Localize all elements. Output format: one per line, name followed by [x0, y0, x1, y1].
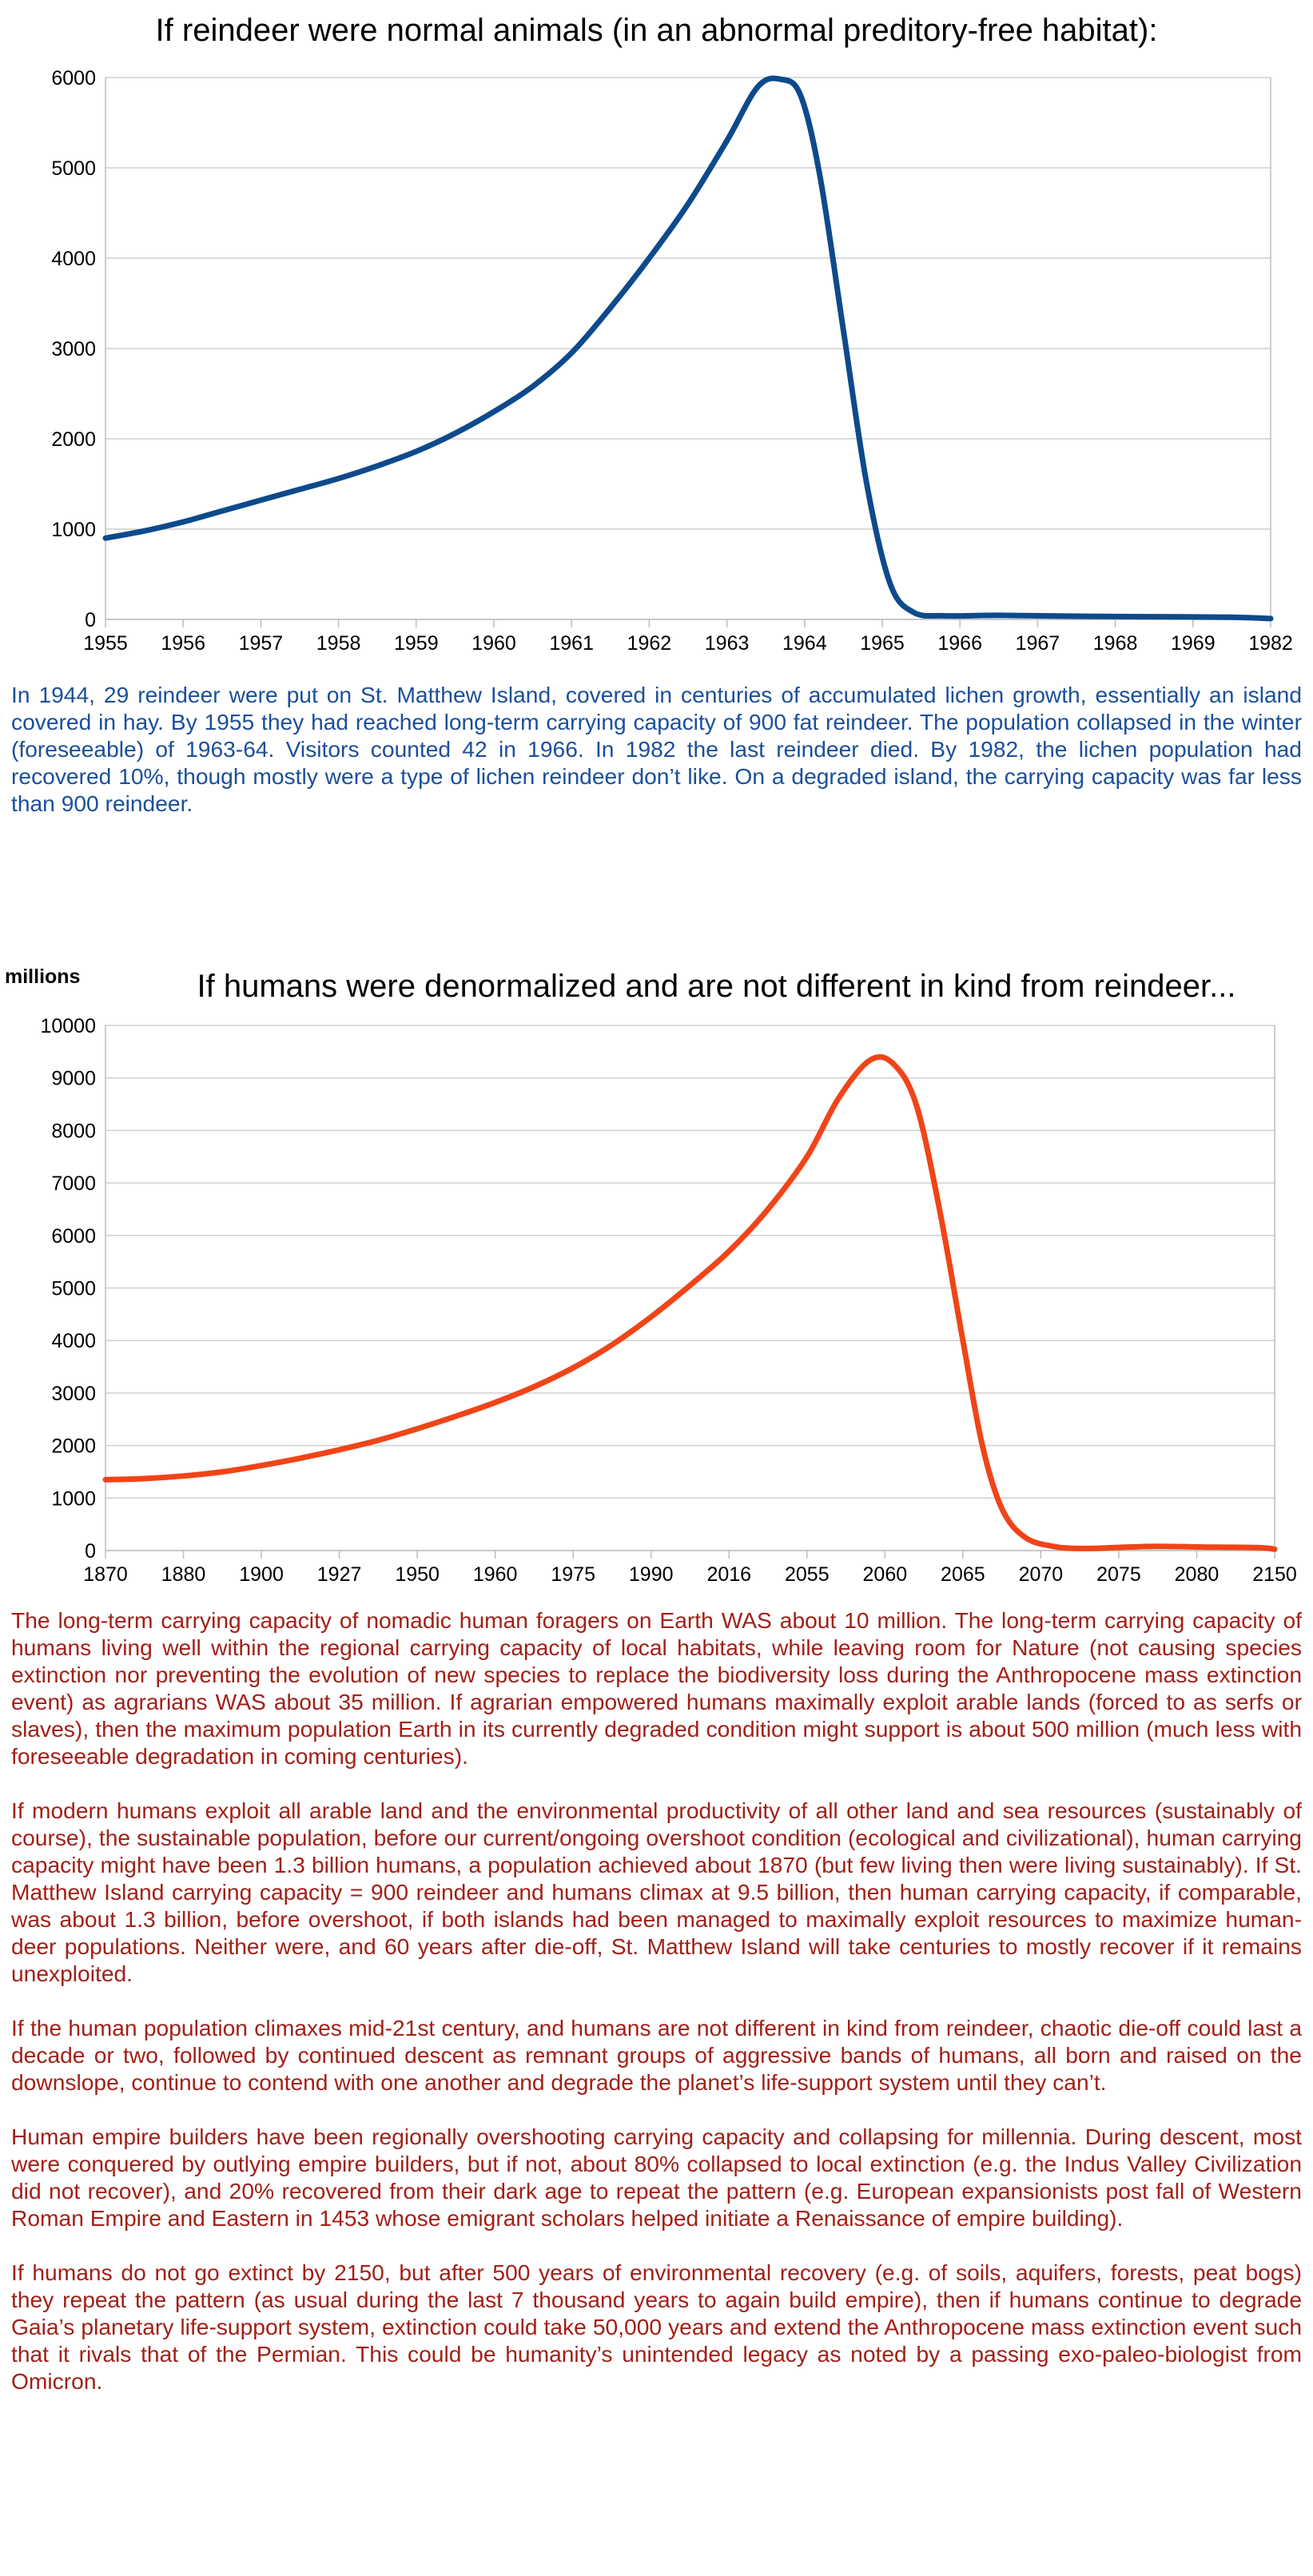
chart1-x-tick-label: 1967	[1015, 632, 1060, 655]
chart1-x-tick-label: 1964	[782, 632, 827, 655]
chart2-y-tick-label: 1000	[51, 1487, 96, 1511]
chart1-x-tick-label: 1958	[316, 632, 361, 655]
chart2-x-tick-label: 1870	[83, 1563, 128, 1586]
chart2-x-tick-label: 2070	[1018, 1563, 1064, 1586]
chart1-title: If reindeer were normal animals (in an abnormal preditory-free habitat):	[155, 13, 1158, 48]
chart1-x-tick-label: 1957	[238, 632, 284, 655]
chart2-y-tick-label: 3000	[51, 1382, 96, 1405]
chart1-x-tick-label: 1959	[393, 632, 439, 655]
chart2-y-tick-label: 9000	[51, 1067, 96, 1090]
chart1-reindeer-population	[0, 48, 1313, 671]
chart2-x-tick-label: 1880	[161, 1563, 206, 1586]
commentary-paragraph-3: If the human population climaxes mid-21st century, and humans are not different in kind from reindeer, chaotic die-off could last a decade or two, followed by continued descent as remnant groups of aggressive bands of humans, all born and raised on the downslope, continue to contend with one another and degrade the planet’s life-support system until they can’t.	[11, 2015, 1302, 2095]
chart1-y-tick-label: 3000	[51, 338, 96, 360]
chart1-x-tick-label: 1966	[937, 632, 983, 655]
commentary-paragraph-5: If humans do not go extinct by 2150, but after 500 years of environmental recovery (e.g. of soils, aquifers, forests, peat bogs) they repeat the pattern (as usual during the last 7 thousand years to again build empire), then if humans continue to degrade Gaia’s planetary life-support system, extinction could take 50,000 years and extend the Anthropocene mass extinction event such that it rivals that of the Permian. This could be humanity’s unintended legacy as noted by a passing exo-paleo-biologist from Omicron.	[11, 2259, 1302, 2394]
chart2-x-tick-label: 2016	[706, 1563, 752, 1586]
commentary-paragraph-2: If modern humans exploit all arable land and the environmental productivity of all other land and sea resources (sustainably of course), the sustainable population, before our current/ongoing overshoot condition (ecological and civilizational), human carrying capacity might have been 1.3 billion humans, a population achieved about 1870 (but few living then were living sustainably). If St. Matthew Island carrying capacity = 900 reindeer and humans climax at 9.5 billion, then human carrying capacity, if comparable, was about 1.3 billion, before overshoot, if both islands had been managed to maximally exploit resources to maximize human-deer populations. Neither were, and 60 years after die-off, St. Matthew Island will take centuries to mostly recover if it remains unexploited.	[11, 1798, 1302, 1986]
chart2-y-tick-label: 0	[85, 1540, 96, 1563]
chart1-y-tick-label: 4000	[51, 248, 96, 270]
chart1-x-tick-label: 1965	[860, 632, 905, 655]
chart1-x-tick-label: 1961	[549, 632, 595, 655]
chart1-x-tick-label: 1969	[1170, 632, 1216, 655]
chart1-x-tick-label: 1955	[83, 632, 128, 655]
commentary-paragraph-1: The long-term carrying capacity of nomadic human foragers on Earth WAS about 10 million. The long-term carrying capacity of humans living well within the regional carrying capacity of local habitats, while leaving room for Nature (not causing species extinction nor preventing the evolution of new species to replace the biodiversity loss during the Anthropocene mass extinction event) as agrarians WAS about 35 million. If agrarian empowered humans maximally exploit arable lands (forced to as serfs or slaves), then the maximum population Earth in its currently degraded condition might support is about 500 million (much less with foreseeable degradation in coming centuries).	[11, 1607, 1302, 1769]
chart1-x-tick-label: 1968	[1092, 632, 1138, 655]
chart2-x-tick-label: 1927	[316, 1563, 362, 1586]
chart1-x-tick-label: 1960	[471, 632, 516, 655]
chart1-x-tick-label: 1962	[627, 632, 672, 655]
chart2-x-tick-label: 1950	[395, 1563, 440, 1586]
chart1-y-tick-label: 2000	[51, 428, 96, 451]
chart2-x-tick-label: 2055	[784, 1563, 830, 1586]
chart1-gridlines	[105, 78, 1271, 619]
chart2-x-tick-label: 1960	[472, 1563, 518, 1586]
chart2-x-tick-label: 1975	[551, 1563, 596, 1586]
chart2-x-tick-label: 2060	[862, 1563, 908, 1586]
human-commentary	[11, 1607, 1302, 2422]
chart2-y-tick-label: 7000	[51, 1173, 96, 1196]
chart2-x-tick-label: 1900	[239, 1563, 284, 1586]
chart2-x-tick-label: 2150	[1252, 1563, 1297, 1586]
chart2-human-population	[0, 999, 1313, 1607]
chart2-title: If humans were denormalized and are not different in kind from reindeer...	[197, 969, 1236, 1004]
chart2-y-tick-label: 5000	[51, 1277, 96, 1300]
chart2-y-tick-label: 2000	[51, 1435, 96, 1458]
chart2-y-axis-label: millions	[5, 966, 81, 988]
chart2-y-tick-label: 6000	[51, 1224, 96, 1248]
chart2-x-tick-label: 2080	[1174, 1563, 1219, 1586]
chart2-x-tick-label: 1990	[628, 1563, 674, 1586]
chart2-x-tick-label: 2065	[941, 1563, 985, 1586]
chart1-y-tick-label: 5000	[51, 157, 96, 180]
chart1-x-tick-label: 1982	[1248, 632, 1293, 655]
chart1-x-tick-label: 1956	[161, 632, 206, 655]
chart1-y-tick-label: 1000	[51, 519, 96, 541]
chart2-y-tick-label: 4000	[51, 1330, 96, 1353]
chart1-x-tick-label: 1963	[704, 632, 750, 655]
chart1-y-tick-label: 0	[85, 609, 96, 631]
chart2-x-tick-label: 2075	[1096, 1563, 1141, 1586]
chart2-y-tick-label: 8000	[51, 1120, 96, 1143]
chart2-y-tick-label: 10000	[40, 1015, 96, 1037]
commentary-paragraph-4: Human empire builders have been regionally overshooting carrying capacity and collapsing for millennia. During descent, most were conquered by outlying empire builders, but if not, about 80% collapsed to local extinction (e.g. the Indus Valley Civilization did not recover), and 20% recovered from their dark age to repeat the pattern (e.g. European expansionists post fall of Western Roman Empire and Eastern in 1453 whose emigrant scholars helped initiate a Renaissance of empire building).	[11, 2124, 1302, 2231]
chart1-y-tick-label: 6000	[51, 67, 96, 90]
chart1-caption: In 1944, 29 reindeer were put on St. Matthew Island, covered in centuries of accumulated lichen growth, essentially an island covered in hay. By 1955 they had reached long-term carrying capacity of 900 fat reindeer. The population collapsed in the winter (foreseeable) of 1963-64. Visitors counted 42 in 1966. In 1982 the last reindeer died. By 1982, the lichen population had recovered 10%, though mostly were a type of lichen reindeer don’t like. On a degraded island, the carrying capacity was far less than 900 reindeer.	[11, 682, 1302, 816]
